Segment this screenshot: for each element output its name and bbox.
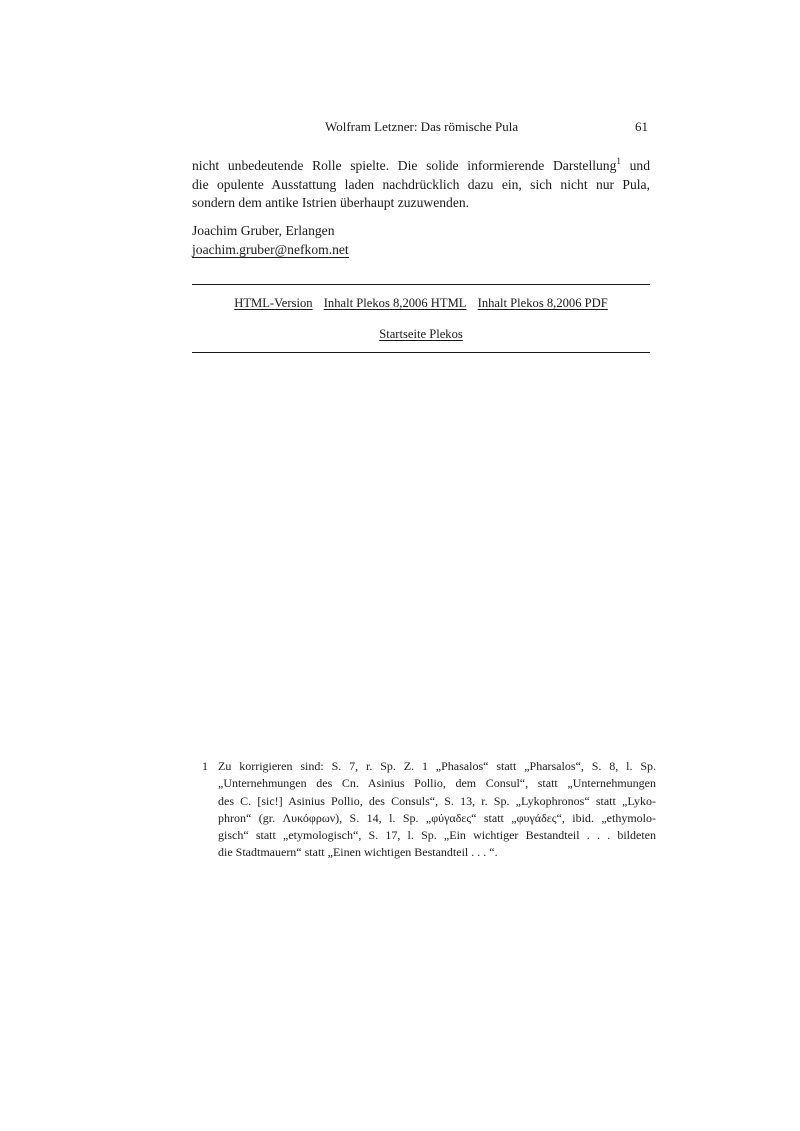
footnote-line: „Unternehmungen des Cn. Asinius Pollio, dem Consul“, statt „Unternehmungen — [218, 776, 656, 791]
reviewer-email-link[interactable]: joachim.gruber@nefkom.net — [192, 241, 349, 257]
navigation-links — [192, 294, 650, 312]
body-line-tail: und — [629, 158, 650, 173]
divider-bottom — [192, 352, 650, 353]
body-line: die opulente Ausstattung laden nachdrücklich dazu ein, sich nicht nur Pula, — [192, 176, 650, 192]
reviewer-signature — [192, 222, 349, 259]
footnote-line: Zu korrigieren sind: S. 7, r. Sp. Z. 1 „Phasalos“ statt „Pharsalos“, S. 8, l. Sp. — [218, 759, 656, 773]
body-line — [192, 157, 650, 176]
footnote-mark: 1 — [202, 759, 208, 773]
running-title: Wolfram Letzner: Das römische Pula — [325, 119, 519, 134]
reviewer-name: Joachim Gruber, Erlangen — [192, 223, 335, 238]
footnote-text — [218, 758, 656, 862]
divider-top — [192, 284, 650, 285]
body-line-text: nicht unbedeutende Rolle spielte. Die solide informierende Darstellung — [192, 158, 617, 173]
home-link[interactable]: Startseite Plekos — [379, 327, 463, 341]
body-line: sondern dem antike Istrien überhaupt zuzuwenden. — [192, 195, 470, 210]
page-number: 61 — [635, 119, 648, 134]
footnote-line: die Stadtmauern“ statt „Einen wichtigen Bestandteil . . . “. — [218, 845, 498, 860]
html-version-link[interactable]: HTML-Version — [234, 296, 313, 310]
footnote-line: des C. [sic!] Asinius Pollio, des Consuls“, S. 13, r. Sp. „Lykophronos“ statt „Lyko- — [218, 793, 656, 808]
contents-html-link[interactable]: Inhalt Plekos 8,2006 HTML — [323, 296, 467, 310]
home-navigation — [192, 325, 650, 343]
contents-pdf-link[interactable]: Inhalt Plekos 8,2006 PDF — [477, 296, 608, 310]
footnote-line: gisch“ statt „etymologisch“, S. 17, l. Sp. „Ein wichtiger Bestandteil . . . bildeten — [218, 828, 656, 843]
body-paragraph — [192, 157, 650, 213]
footnote-reference[interactable]: 1 — [616, 156, 621, 166]
footnote-line: phron“ (gr. Λυκόφρων), S. 14, l. Sp. „φύγαδες“ statt „φυγάδες“, ibid. „ethymolo- — [218, 810, 656, 825]
